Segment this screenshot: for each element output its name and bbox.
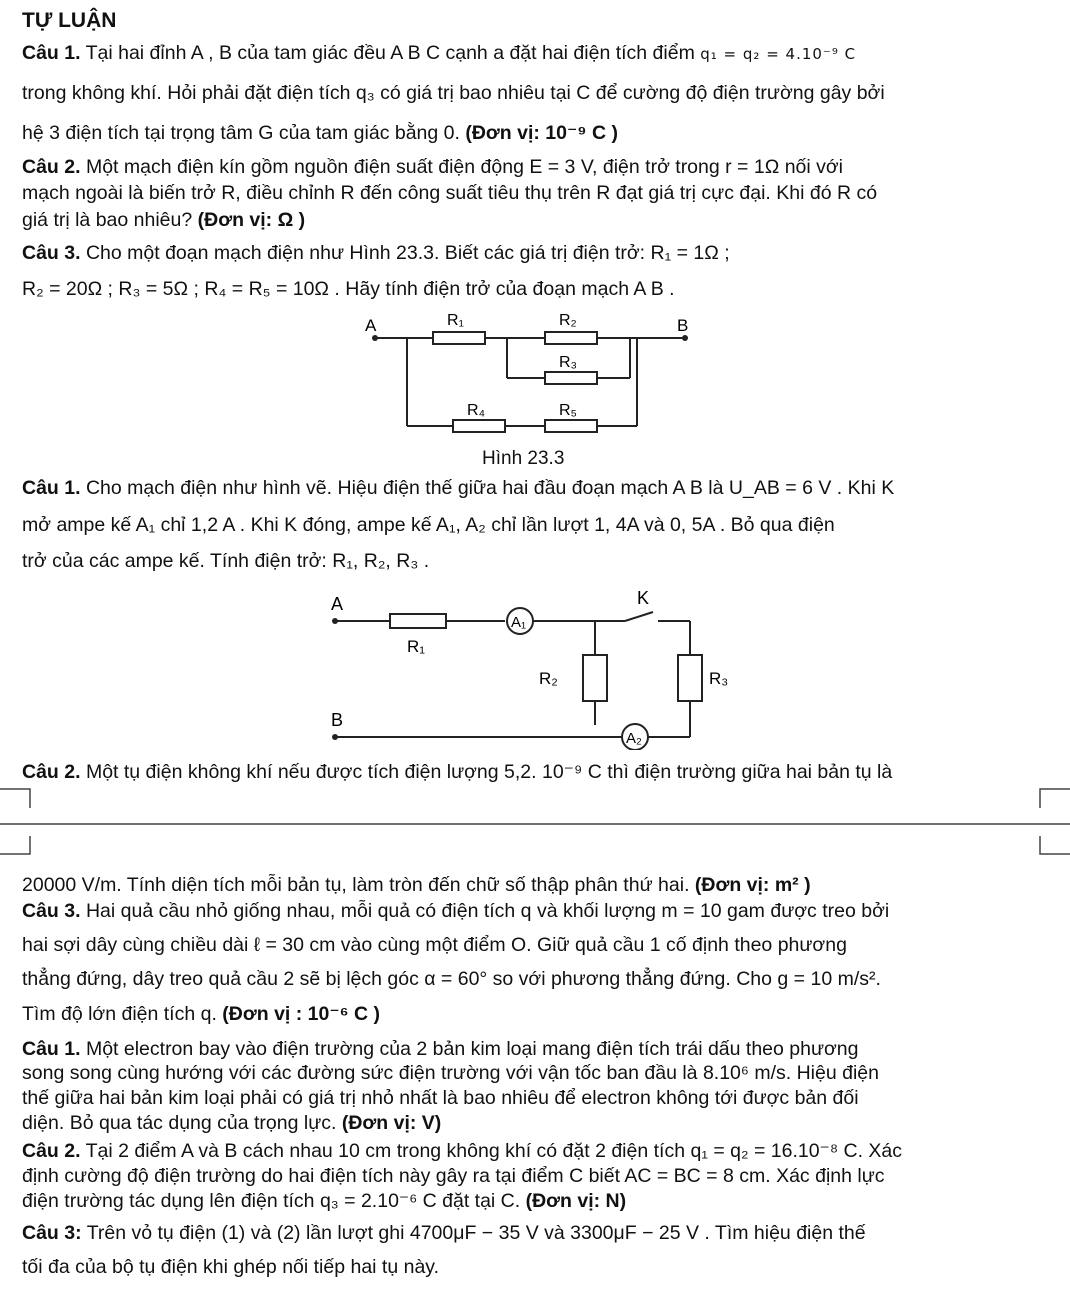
p2-q3-label: Câu 3.	[22, 900, 81, 922]
p2-q3-unit: (Đơn vị : 10⁻⁶ C )	[222, 1003, 381, 1025]
p3-q1-line2: song song cùng hướng với các đường sức điện trường với vận tốc ban đầu là 8.10⁶ m/s. Hiệu điện	[22, 1062, 879, 1084]
p3-q1-line4: diện. Bỏ qua tác dụng của trọng lực. (Đơn vị: V)	[22, 1112, 442, 1134]
p1-q1-unit: (Đơn vị: 10⁻⁹ C )	[465, 122, 618, 144]
p1-q1-label: Câu 1.	[22, 42, 81, 64]
p3-q2-line1: Câu 2. Tại 2 điểm A và B cách nhau 10 cm trong không khí có đặt 2 điện tích q₁ = q₂ = 16.10⁻⁸ C. Xác	[22, 1140, 903, 1162]
fig1-label-R1: R₁	[447, 312, 464, 329]
fig1-node-B: B	[677, 316, 689, 335]
p1-q1-line1: Câu 1. Tại hai đỉnh A , B của tam giác đều A B C cạnh a đặt hai điện tích điểm q₁ = q₂ = 4.10⁻⁹ C	[22, 42, 857, 64]
p2-q2-line1: Câu 2. Một tụ điện không khí nếu được tích điện lượng 5,2. 10⁻⁹ C thì điện trường giữa hai bản tụ là	[22, 761, 893, 783]
p1-q2-label: Câu 2.	[22, 156, 81, 178]
p1-q3-line1: Câu 3. Cho một đoạn mạch điện như Hình 23.3. Biết các giá trị điện trở: R₁ = 1Ω ;	[22, 242, 730, 264]
page-break	[0, 786, 1070, 856]
fig1-label-R5: R₅	[559, 402, 577, 419]
fig1-caption: Hình 23.3	[482, 448, 565, 469]
p2-q1-line3: trở của các ampe kế. Tính điện trở: R₁, R₂, R₃ .	[22, 550, 430, 572]
p1-q3-label: Câu 3.	[22, 242, 81, 264]
p1-q2-line3: giá trị là bao nhiêu? (Đơn vị: Ω )	[22, 209, 306, 231]
p3-q2-line2: định cường độ điện trường do hai điện tích này gây ra tại điểm C biết AC = BC = 8 cm. Xác định lực	[22, 1165, 885, 1187]
p1-q3-line2: R₂ = 20Ω ; R₃ = 5Ω ; R₄ = R₅ = 10Ω . Hãy tính điện trở của đoạn mạch A B .	[22, 278, 675, 300]
circuit-ammeter	[315, 580, 745, 750]
p2-q3-line1: Câu 3. Hai quả cầu nhỏ giống nhau, mỗi quả có điện tích q và khối lượng m = 10 gam được treo bởi	[22, 900, 890, 922]
p3-q2-label: Câu 2.	[22, 1140, 81, 1162]
circuit-23-3	[355, 305, 715, 445]
p1-q1-line3: hệ 3 điện tích tại trọng tâm G của tam giác bằng 0. (Đơn vị: 10⁻⁹ C )	[22, 122, 618, 144]
fig2-ammeter-A1: A₁	[511, 614, 527, 631]
fig2-label-R2: R₂	[539, 669, 558, 688]
p2-q2-line2: 20000 V/m. Tính diện tích mỗi bản tụ, làm tròn đến chữ số thập phân thứ hai. (Đơn vị: m² )	[22, 874, 811, 896]
p3-q1-label: Câu 1.	[22, 1038, 81, 1060]
fig2-node-A: A	[331, 594, 344, 614]
p3-q2-line3: điện trường tác dụng lên điện tích q₃ = 2.10⁻⁶ C đặt tại C. (Đơn vị: N)	[22, 1190, 627, 1212]
fig2-node-B: B	[331, 710, 344, 730]
fig1-label-R4: R₄	[467, 402, 486, 419]
p2-q2-label: Câu 2.	[22, 761, 81, 783]
fig1-node-A: A	[365, 316, 377, 335]
figure-ammeter-circuit	[315, 580, 745, 750]
fig2-label-R3: R₃	[709, 669, 729, 688]
figure-23-3	[355, 305, 715, 445]
p1-q1-line2: trong không khí. Hỏi phải đặt điện tích q₃ có giá trị bao nhiêu tại C để cường độ điện trường gây bởi	[22, 82, 885, 104]
fig2-label-R1: R₁	[407, 637, 426, 656]
fig2-switch-K: K	[637, 588, 650, 608]
fig1-label-R2: R₂	[559, 312, 577, 329]
p1-q2-unit: (Đơn vị: Ω )	[197, 209, 306, 231]
p3-q3-line1: Câu 3: Trên vỏ tụ điện (1) và (2) lần lượt ghi 4700μF − 35 V và 3300μF − 25 V . Tìm hiệu điện thế	[22, 1222, 866, 1244]
p2-q1-line1: Câu 1. Cho mạch điện như hình vẽ. Hiệu điện thế giữa hai đầu đoạn mạch A B là U_AB = 6 V . Khi K	[22, 477, 895, 499]
p2-q3-line4: Tìm độ lớn điện tích q. (Đơn vị : 10⁻⁶ C )	[22, 1003, 381, 1025]
p3-q2-unit: (Đơn vị: N)	[525, 1190, 627, 1212]
fig2-ammeter-A2: A₂	[626, 730, 642, 747]
p3-q3-line2: tối đa của bộ tụ điện khi ghép nối tiếp hai tụ này.	[22, 1256, 440, 1278]
p2-q3-line3: thẳng đứng, dây treo quả cầu 2 sẽ bị lệch góc α = 60° so với phương thẳng đứng. Cho g = 10 m/s².	[22, 968, 881, 990]
p2-q3-line2: hai sợi dây cùng chiều dài ℓ = 30 cm vào cùng một điểm O. Giữ quả cầu 1 cố định theo phương	[22, 934, 847, 956]
p3-q1-line1: Câu 1. Một electron bay vào điện trường của 2 bản kim loại mang điện tích trái dấu theo phương	[22, 1038, 859, 1060]
section-title: TỰ LUẬN	[22, 9, 117, 32]
fig1-label-R3: R₃	[559, 354, 578, 371]
p2-q1-line2: mở ampe kế A₁ chỉ 1,2 A . Khi K đóng, ampe kế A₁, A₂ chỉ lần lượt 1, 4A và 0, 5A . Bỏ qua điện	[22, 514, 835, 536]
p3-q1-unit: (Đơn vị: V)	[341, 1112, 442, 1134]
p2-q1-label: Câu 1.	[22, 477, 81, 499]
p1-q2-line2: mạch ngoài là biến trở R, điều chỉnh R đến công suất tiêu thụ trên R đạt giá trị cực đại. Khi đó R có	[22, 182, 878, 204]
page-break-marks	[0, 786, 1070, 856]
p1-q2-line1: Câu 2. Một mạch điện kín gồm nguồn điện suất điện động E = 3 V, điện trở trong r = 1Ω nối với	[22, 156, 844, 178]
p3-q1-line3: thế giữa hai bản kim loại phải có giá trị nhỏ nhất là bao nhiêu để electron không tới được bản đối	[22, 1087, 859, 1109]
p3-q3-label: Câu 3:	[22, 1222, 82, 1244]
p2-q2-unit: (Đơn vị: m² )	[694, 874, 811, 896]
